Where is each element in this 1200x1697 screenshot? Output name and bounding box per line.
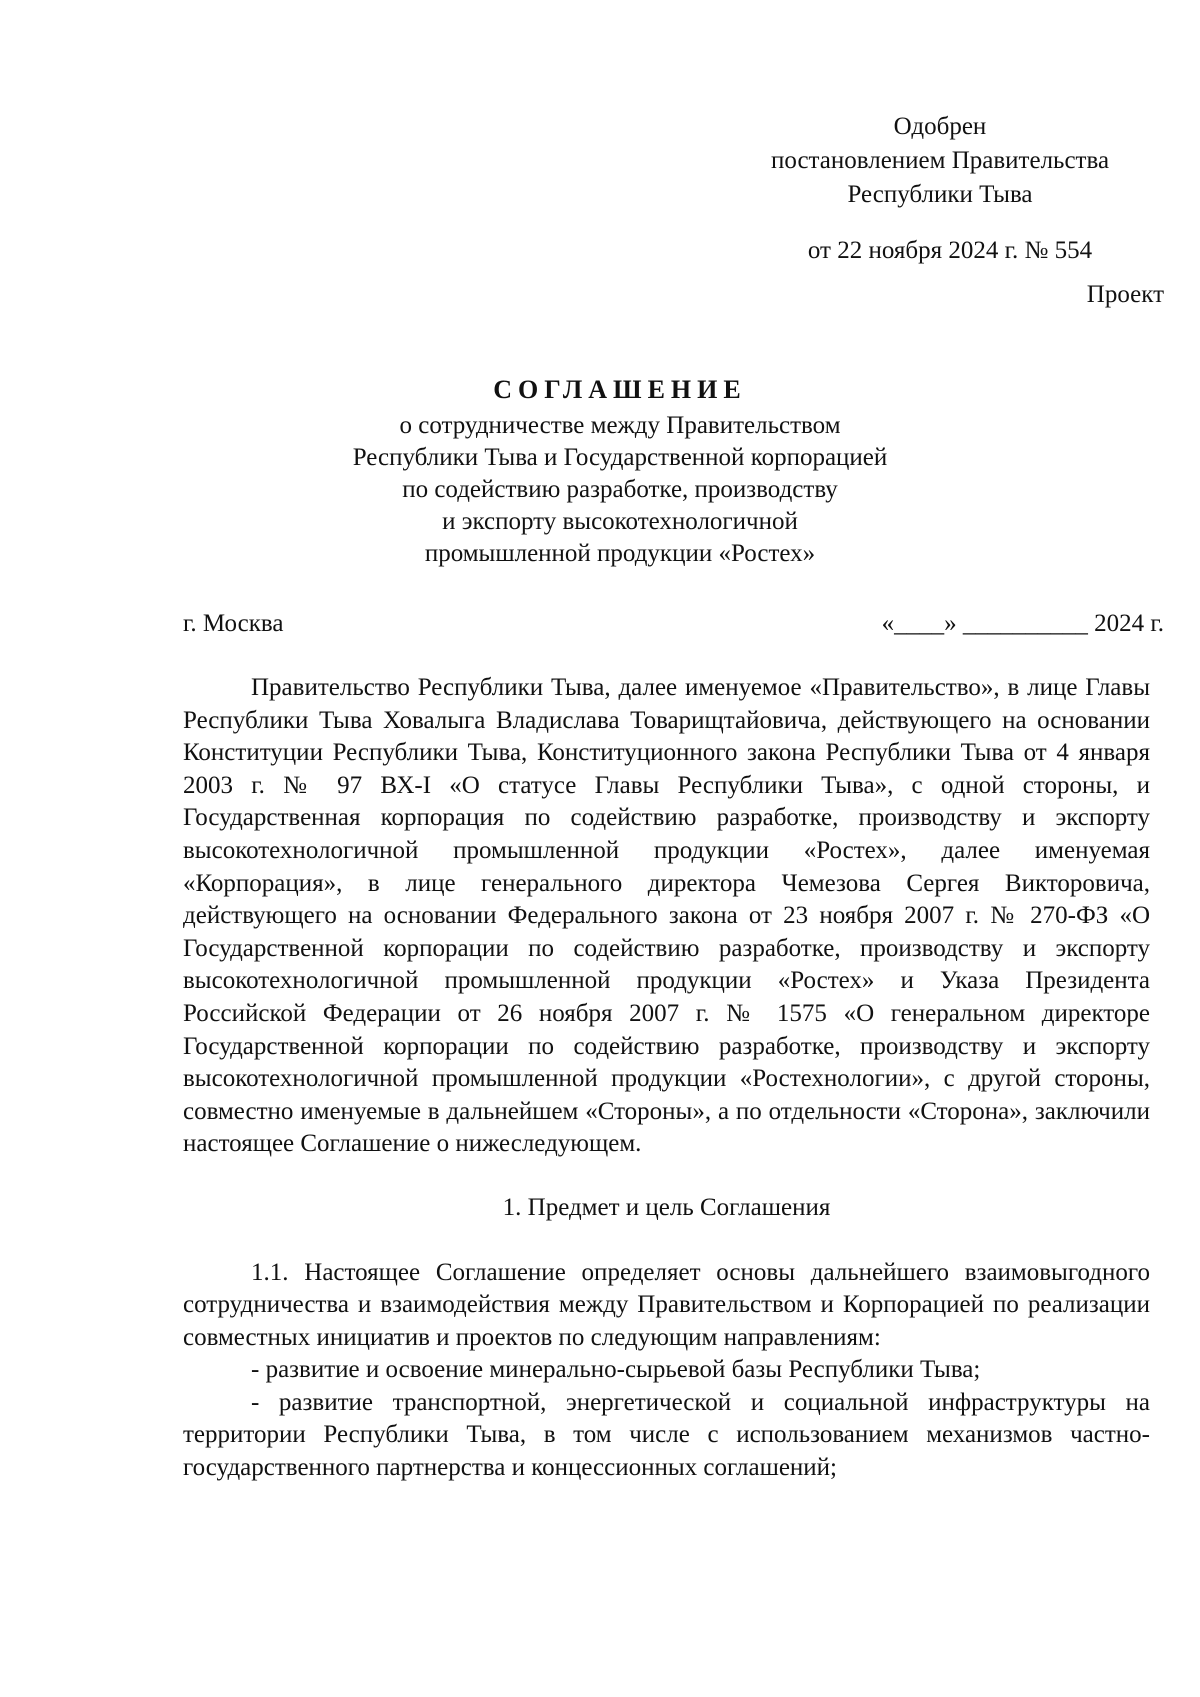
document-subtitle-line: промышленной продукции «Ростех» — [424, 540, 816, 567]
document-body — [183, 672, 1150, 1485]
approval-date: от 22 ноября 2024 г. № 554 — [807, 237, 1093, 264]
clause-paragraph: 1.1. Настоящее Соглашение определяет основы дальнейшего взаимовыгодного сотрудничества и взаимодействия между Правительством и Корпорацией по реализации совместных инициатив и проектов по следующим направлениям: — [183, 1258, 1150, 1351]
section-heading: 1. Предмет и цель Соглашения — [502, 1193, 831, 1221]
document-subtitle-line: по содействию разработке, производству — [402, 476, 838, 503]
list-item: - развитие транспортной, энергетической и социальной инфраструктуры на территории Республики Тыва, в том числе с использованием механизмов частно-государственного партнерства и концессионных соглашений; — [183, 1388, 1150, 1482]
draft-mark: Проект — [1086, 281, 1164, 308]
document-subtitle-line: Республики Тыва и Государственной корпорацией — [352, 444, 888, 471]
approval-line: постановлением Правительства — [770, 147, 1110, 174]
title-block — [300, 372, 940, 570]
document-title: СОГЛАШЕНИЕ — [493, 375, 747, 404]
document-subtitle-line: о сотрудничестве между Правительством — [399, 412, 841, 439]
signing-city: г. Москва — [183, 610, 284, 637]
signing-date: «____» __________ 2024 г. — [881, 610, 1164, 637]
list-item: - развитие и освоение минерально-сырьевой базы Республики Тыва; — [251, 1356, 981, 1384]
approval-block — [760, 110, 1120, 212]
document-subtitle-line: и экспорту высокотехнологичной — [442, 508, 798, 535]
approval-line: Одобрен — [893, 113, 987, 140]
approval-line: Республики Тыва — [847, 181, 1033, 208]
preamble-paragraph: Правительство Республики Тыва, далее именуемое «Правительство», в лице Главы Республики Тыва Ховалыга Владислава Товарищтайовича, действующего на основании Конституции Республики Тыва, Конституционного закона Республики Тыва от 4 января 2003 г. № 97 ВХ-I «О статусе Главы Республики Тыва», с одной стороны, и Государственная корпорация по содействию разработке, производству и экспорту высокотехнологичной промышленной продукции «Ростех», далее именуемая «Корпорация», в лице генерального директора Чемезова Сергея Викторовича, действующего на основании Федерального закона от 23 ноября 2007 г. № 270-ФЗ «О Государственной корпорации по содействию разработке, производству и экспорту высокотехнологичной промышленной продукции «Ростех» и Указа Президента Российской Федерации от 26 ноября 2007 г. № 1575 «О генеральном директоре Государственной корпорации по содействию разработке, производству и экспорту высокотехнологичной промышленной продукции «Ростехнологии», с другой стороны, совместно именуемые в дальнейшем «Стороны», а по отдельности «Сторона», заключили настоящее Соглашение о нижеследующем. — [183, 674, 1150, 1158]
